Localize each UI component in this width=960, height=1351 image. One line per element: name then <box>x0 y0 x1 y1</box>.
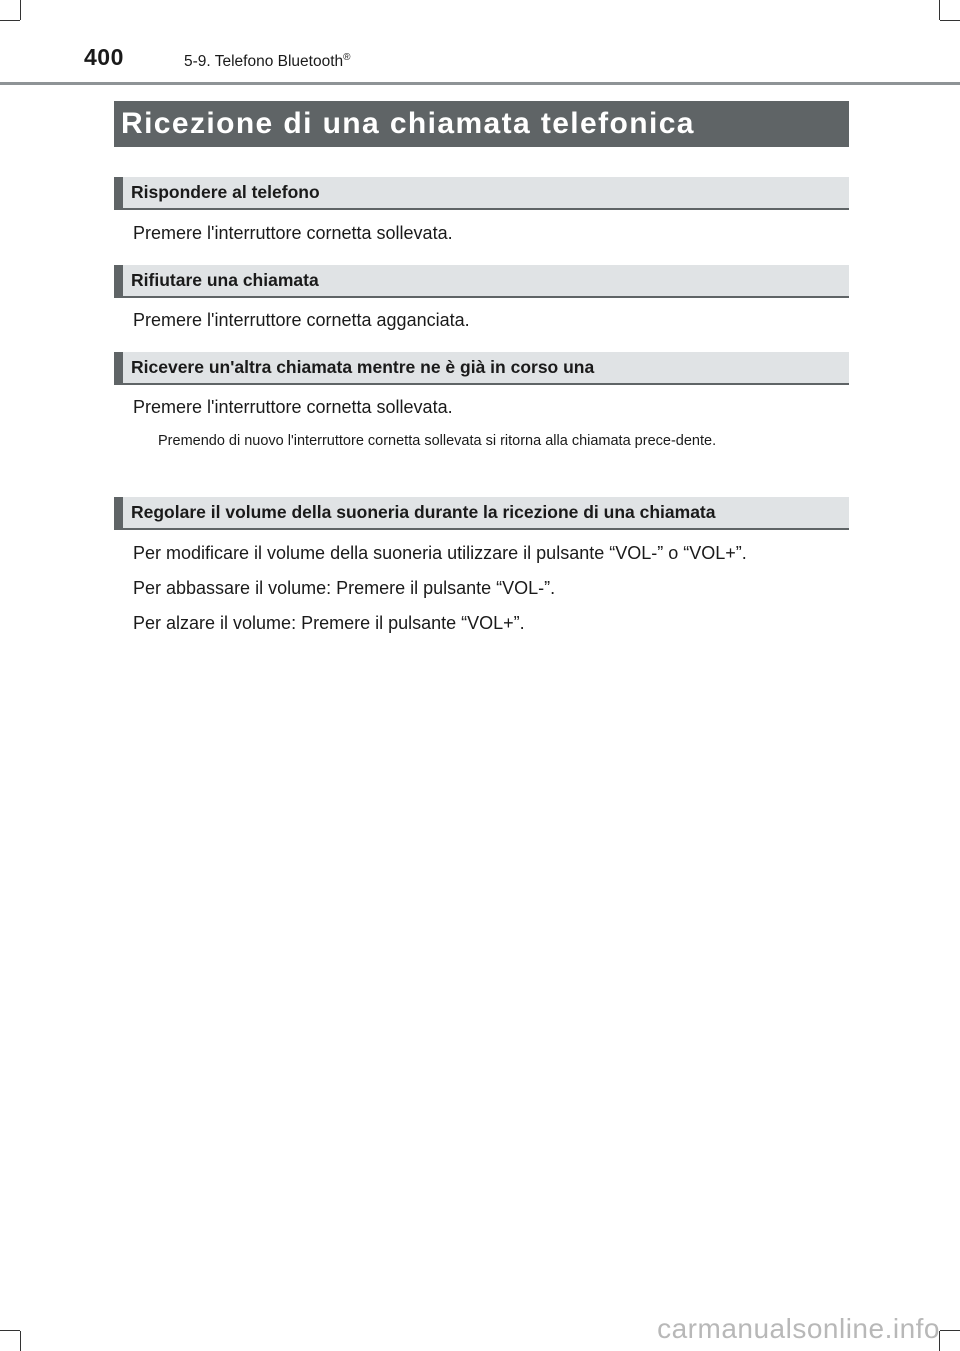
section-reference <box>184 52 351 71</box>
heading-ringer-volume: Regolare il volume della suoneria durante la ricezione di una chiamata <box>114 497 849 530</box>
header-rule <box>0 82 960 85</box>
watermark: carmanualsonline.info <box>657 1313 940 1344</box>
paragraph-answer-call: Premere l'interruttore cornetta sollevata. <box>133 223 453 243</box>
heading-answer-call: Rispondere al telefono <box>114 177 849 210</box>
registered-mark: ® <box>343 52 351 63</box>
paragraph-reject-call: Premere l'interruttore cornetta agganciata. <box>133 310 470 330</box>
paragraph-call-waiting: Premere l'interruttore cornetta sollevata. <box>133 397 453 417</box>
crop-mark <box>20 1331 21 1351</box>
page-number: 400 <box>84 44 124 70</box>
section-label: 5-9. Telefono Bluetooth <box>184 53 344 71</box>
crop-mark <box>940 1330 960 1331</box>
heading-reject-call: Rifiutare una chiamata <box>114 265 849 298</box>
crop-mark <box>939 0 940 20</box>
crop-mark <box>940 20 960 21</box>
page-title: Ricezione di una chiamata telefonica <box>114 101 849 147</box>
crop-mark <box>20 0 21 20</box>
paragraph-volume-down: Per abbassare il volume: Premere il pulsante “VOL-”. <box>133 578 556 598</box>
heading-call-waiting: Ricevere un'altra chiamata mentre ne è già in corso una <box>114 352 849 385</box>
crop-mark <box>0 20 20 21</box>
paragraph-ringer-volume: Per modificare il volume della suoneria utilizzare il pulsante “VOL-” o “VOL+”. <box>133 543 747 563</box>
crop-mark <box>0 1330 20 1331</box>
paragraph-volume-up: Per alzare il volume: Premere il pulsante “VOL+”. <box>133 613 525 633</box>
note-call-waiting: Premendo di nuovo l'interruttore cornetta sollevata si ritorna alla chiamata prece-dente. <box>158 433 717 449</box>
